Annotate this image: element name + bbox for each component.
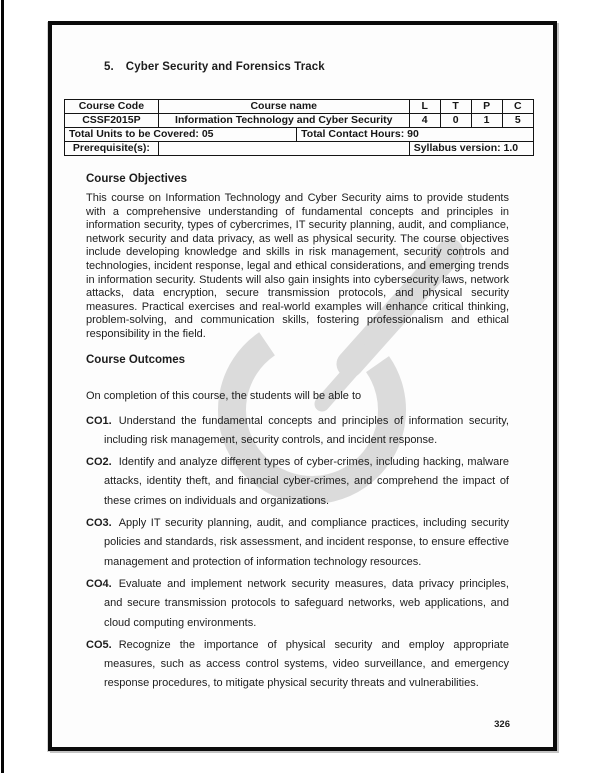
prerequisites-row: [65, 142, 534, 156]
outcome-label: CO1.: [86, 414, 112, 427]
outcome-label: CO5.: [86, 638, 112, 651]
outcome-item-co1: [86, 412, 509, 451]
totals-row: [65, 128, 534, 142]
outcome-text: Apply IT security planning, audit, and compliance practices, including security policies and standards, risk assessment, and incident response, to ensure effective management and protection of information technology resources.: [104, 517, 509, 568]
total-contact-hours: Total Contact Hours: 90: [297, 128, 534, 142]
outcome-item-co4: [86, 575, 509, 633]
outcome-text: Evaluate and implement network security measures, data privacy principles, and secure transmission protocols to safeguard networks, web applications, and cloud computing environments.: [104, 577, 509, 629]
page-number: 326: [494, 719, 510, 730]
outcome-label: CO3.: [86, 517, 112, 530]
outcome-item-co5: [86, 636, 509, 694]
course-outcomes-list: [86, 412, 509, 694]
scan-edge-line: [1, 0, 4, 773]
total-units: Total Units to be Covered: 05: [65, 128, 297, 142]
header-l: L: [409, 100, 440, 114]
section-title: [104, 61, 553, 73]
outcome-item-co2: [86, 453, 509, 511]
header-p: P: [471, 100, 502, 114]
header-t: T: [440, 100, 471, 114]
outcome-text: Understand the fundamental concepts and principles of information security, including risk management, security controls, and incident response.: [104, 414, 509, 446]
course-outcomes-heading: Course Outcomes: [86, 353, 186, 366]
header-course-name: Course name: [158, 100, 409, 114]
header-c: C: [502, 100, 533, 114]
course-name-value: Information Technology and Cyber Security: [158, 114, 409, 128]
table-header-row: [65, 100, 534, 114]
section-number: 5.: [104, 61, 114, 73]
outcome-text: Identify and analyze different types of cyber-crimes, including hacking, malware attacks, identity theft, and financial cyber-crimes, and comprehend the impact of these crimes on individuals and organizations.: [104, 456, 509, 507]
outcome-label: CO4.: [86, 577, 112, 590]
syllabus-version: Syllabus version: 1.0: [409, 142, 533, 156]
outcome-item-co3: [86, 514, 509, 572]
course-row: [65, 114, 534, 128]
section-title-text: Cyber Security and Forensics Track: [125, 61, 325, 73]
course-outcomes-intro: On completion of this course, the students will be able to: [86, 389, 362, 402]
document-page: [48, 21, 557, 751]
course-l-value: 4: [409, 114, 440, 128]
outcome-text: Recognize the importance of physical security and employ appropriate measures, such as access control systems, video surveillance, and emergency response procedures, to mitigate physical security threats and vulnerabilities.: [104, 638, 509, 690]
course-t-value: 0: [440, 114, 471, 128]
course-objectives-body: This course on Information Technology and Cyber Security aims to provide students with a comprehensive understanding of fundamental concepts and principles in information security, types of cybercrimes, IT security planning, audit, and compliance, network security and data privacy, as well as physical security. The course objectives include developing knowledge and skills in risk management, security controls and technologies, incident response, legal and ethical considerations, and emerging trends in information security. Students will also gain insights into cybersecurity laws, network attacks, data encryption, secure transmission protocols, and physical security measures. Practical exercises and real-world examples will enhance critical thinking, problem-solving, and communication skills, fostering professionalism and ethical responsibility in the field.: [86, 192, 509, 340]
header-course-code: Course Code: [65, 100, 159, 114]
course-p-value: 1: [471, 114, 502, 128]
course-info-table: [64, 99, 534, 156]
course-code-value: CSSF2015P: [65, 114, 159, 128]
outcome-label: CO2.: [86, 456, 112, 469]
prerequisites-label: Prerequisite(s):: [65, 142, 159, 156]
page-content: [52, 61, 553, 694]
course-objectives-heading: Course Objectives: [86, 173, 187, 185]
prerequisites-value: [158, 142, 409, 156]
course-c-value: 5: [502, 114, 533, 128]
